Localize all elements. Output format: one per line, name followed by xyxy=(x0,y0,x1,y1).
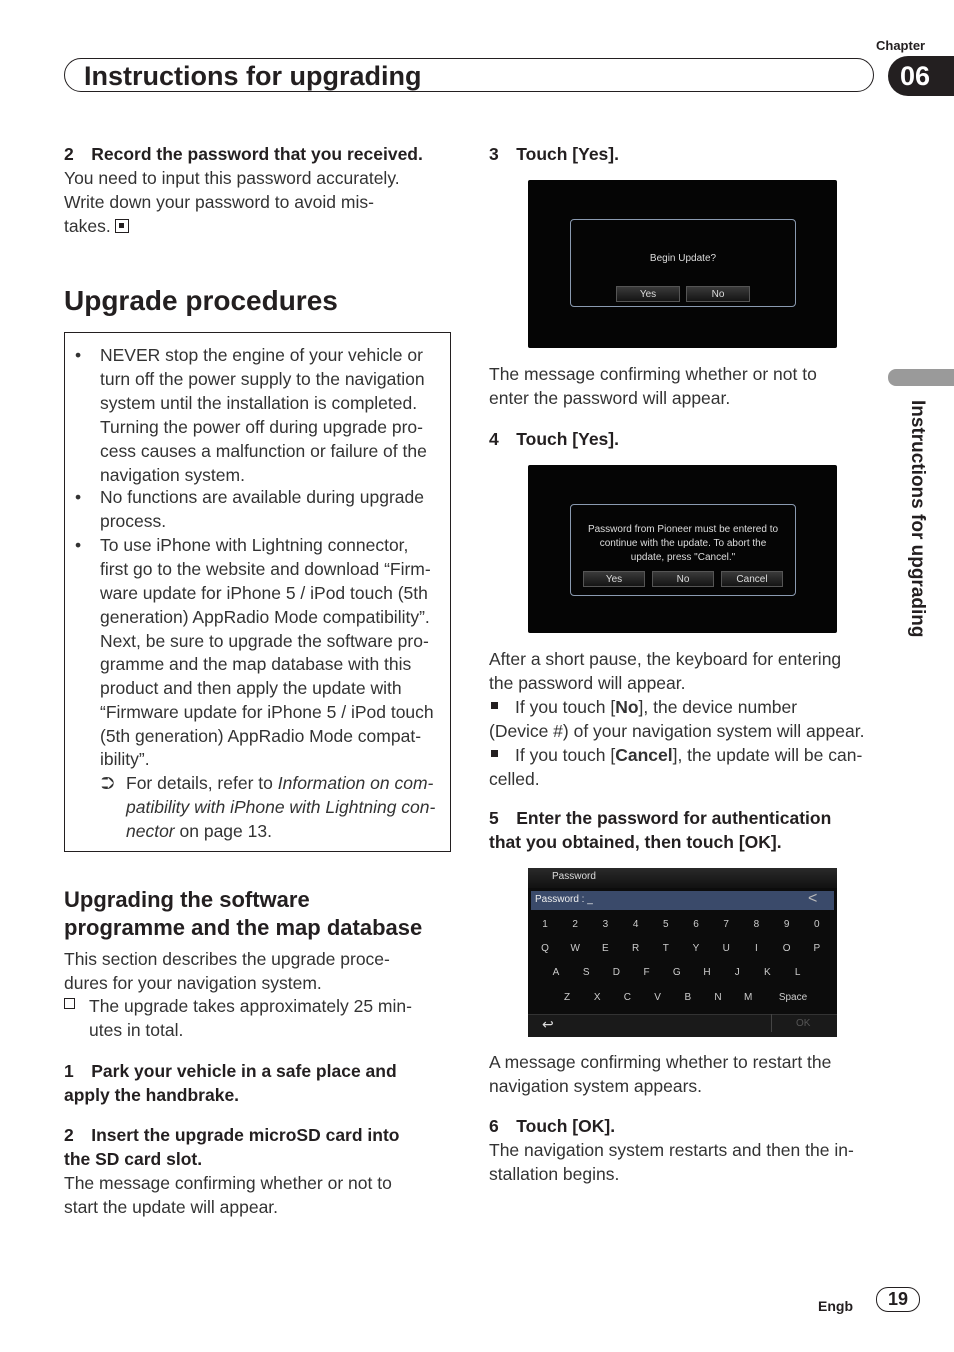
cancel-button[interactable]: Cancel xyxy=(721,571,783,587)
bullet-line: product and then apply the update with xyxy=(100,678,402,698)
page-number: 19 xyxy=(876,1287,920,1312)
reference-prefix: For details, refer to xyxy=(126,773,278,793)
key-p[interactable]: P xyxy=(813,943,821,954)
step-2-body-line xyxy=(64,214,129,238)
key-c[interactable]: C xyxy=(623,992,631,1003)
bullet-line: ware update for iPhone 5 / iPod touch (5th xyxy=(100,583,428,603)
bullet-cancel-line xyxy=(515,743,862,767)
key-5[interactable]: 5 xyxy=(663,919,669,930)
key-d[interactable]: D xyxy=(612,967,620,978)
key-m[interactable]: M xyxy=(744,992,753,1003)
bullet-line: Turning the power off during upgrade pro- xyxy=(100,417,423,437)
bullet-dot-icon: • xyxy=(75,345,82,365)
reference-link-text: Information on com- xyxy=(277,773,434,793)
bullet-no-line xyxy=(515,695,797,719)
dialog-message-line: continue with the update. To abort the xyxy=(599,538,767,549)
keyboard-title: Password xyxy=(552,871,596,882)
bullet-line: No functions are available during upgrade xyxy=(100,487,424,507)
bullet-line: turn off the power supply to the navigation xyxy=(100,369,425,389)
key-1[interactable]: 1 xyxy=(542,919,548,930)
subsection-title-line: Upgrading the software xyxy=(64,887,310,912)
reference-line xyxy=(126,819,272,843)
backspace-icon[interactable]: < xyxy=(808,890,818,907)
language-label: Engb xyxy=(818,1298,853,1314)
step-5-heading: that you obtained, then touch [OK]. xyxy=(489,832,782,852)
begin-update-dialog xyxy=(570,219,796,307)
subsection-body-line: This section describes the upgrade proce- xyxy=(64,949,390,969)
bullet-line: Next, be sure to upgrade the software pro- xyxy=(100,631,429,651)
square-bullet-icon xyxy=(491,702,498,709)
key-y[interactable]: Y xyxy=(692,943,700,954)
step-5-body-line: navigation system appears. xyxy=(489,1076,703,1096)
bullet-cancel-line: celled. xyxy=(489,769,540,789)
bullet-no-line: (Device #) of your navigation system will appear. xyxy=(489,721,865,741)
bullet-dot-icon: • xyxy=(75,487,82,507)
key-f[interactable]: F xyxy=(643,967,650,978)
chapter-label: Chapter xyxy=(876,38,926,53)
reference-link-text: nector xyxy=(126,821,175,841)
key-7[interactable]: 7 xyxy=(723,919,729,930)
step-2b-body-line: The message confirming whether or not to xyxy=(64,1173,392,1193)
key-8[interactable]: 8 xyxy=(753,919,760,930)
page-header-title: Instructions for upgrading xyxy=(84,61,422,91)
ok-button[interactable]: OK xyxy=(796,1018,811,1029)
key-r[interactable]: R xyxy=(631,943,640,954)
step-4-heading: 4 Touch [Yes]. xyxy=(489,429,619,449)
side-tab-label: Instructions for upgrading xyxy=(907,400,928,638)
space-key[interactable]: Space xyxy=(778,992,808,1003)
step-4-body-line: After a short pause, the keyboard for entering xyxy=(489,649,842,669)
bullet-line: “Firmware update for iPhone 5 / iPod touch xyxy=(100,702,434,722)
no-button[interactable]: No xyxy=(652,571,714,587)
key-g[interactable]: G xyxy=(672,967,681,978)
step-1-heading: 1 Park your vehicle in a safe place and xyxy=(64,1061,397,1081)
back-icon[interactable]: ↩ xyxy=(542,1016,554,1032)
password-notice-screenshot xyxy=(528,465,837,633)
section-title: Upgrade procedures xyxy=(64,285,338,316)
key-o[interactable]: O xyxy=(782,943,791,954)
subsection-title-line: programme and the map database xyxy=(64,915,423,940)
key-4[interactable]: 4 xyxy=(632,919,639,930)
bullet-line: system until the installation is completed. xyxy=(100,393,418,413)
chapter-number: 06 xyxy=(888,56,954,96)
checkbox-note-line: The upgrade takes approximately 25 min- xyxy=(89,996,412,1016)
step-5-body-line: A message confirming whether to restart the xyxy=(489,1052,832,1072)
dialog-message-line: update, press "Cancel." xyxy=(630,552,736,563)
yes-button[interactable]: Yes xyxy=(616,286,680,302)
key-w[interactable]: W xyxy=(570,943,580,954)
step-6-heading: 6 Touch [OK]. xyxy=(489,1116,616,1136)
step-2b-heading: 2 Insert the upgrade microSD card into xyxy=(64,1125,400,1145)
subsection-body-line: dures for your navigation system. xyxy=(64,973,322,993)
key-j[interactable]: J xyxy=(734,967,740,978)
key-q[interactable]: Q xyxy=(541,943,549,954)
password-notice-dialog xyxy=(570,504,796,596)
bullet-text: ], the device number xyxy=(638,697,798,717)
password-keyboard-screenshot xyxy=(528,868,837,1036)
key-n[interactable]: N xyxy=(714,992,722,1003)
reference-line xyxy=(126,771,433,795)
bullet-line: navigation system. xyxy=(100,465,245,485)
step-6-body-line: The navigation system restarts and then the in- xyxy=(489,1140,854,1160)
bullet-line: process. xyxy=(100,511,167,531)
key-z[interactable]: Z xyxy=(563,992,571,1003)
bullet-line: To use iPhone with Lightning connector, xyxy=(100,535,409,555)
yes-button[interactable]: Yes xyxy=(583,571,645,587)
key-v[interactable]: V xyxy=(654,992,661,1003)
step-3-body-line: enter the password will appear. xyxy=(489,388,731,408)
bullet-text: ], the update will be can- xyxy=(672,745,863,765)
dialog-message-line: Password from Pioneer must be entered to xyxy=(587,524,779,535)
step-4-body-line: the password will appear. xyxy=(489,673,686,693)
key-2[interactable]: 2 xyxy=(572,919,578,930)
key-3[interactable]: 3 xyxy=(602,919,609,930)
step-2-heading: 2 Record the password that you received. xyxy=(64,144,423,164)
step-2b-body-line: start the update will appear. xyxy=(64,1197,279,1217)
side-tab-marker xyxy=(888,369,954,386)
bullet-line: (5th generation) AppRadio Mode compat- xyxy=(100,726,422,746)
key-6[interactable]: 6 xyxy=(693,919,699,930)
bullet-text: If you touch [ xyxy=(515,697,616,717)
reference-line: patibility with iPhone with Lightning con- xyxy=(126,797,436,817)
reference-arrow-icon: ⮊ xyxy=(101,773,115,793)
end-mark-icon xyxy=(115,219,129,233)
bullet-line: gramme and the map database with this xyxy=(100,654,412,674)
key-s[interactable]: S xyxy=(582,967,590,978)
bullet-line: ibility”. xyxy=(100,749,150,769)
key-0[interactable]: 0 xyxy=(814,919,820,930)
no-button[interactable]: No xyxy=(686,286,750,302)
checkbox-note-line: utes in total. xyxy=(89,1020,184,1040)
key-9[interactable]: 9 xyxy=(783,919,790,930)
step-1-heading: apply the handbrake. xyxy=(64,1085,240,1105)
begin-update-screenshot xyxy=(528,180,837,348)
reference-suffix: on page 13. xyxy=(174,821,272,841)
caution-box xyxy=(64,332,451,852)
bullet-line: NEVER stop the engine of your vehicle or xyxy=(100,345,423,365)
password-input-text: Password : _ xyxy=(535,894,593,905)
keyboard-bottom-bar xyxy=(528,1014,837,1037)
key-b[interactable]: B xyxy=(684,992,692,1003)
bullet-bold-text: No xyxy=(615,697,639,717)
checkbox-note-icon xyxy=(64,998,75,1009)
step-5-heading: 5 Enter the password for authentication xyxy=(489,808,832,828)
bullet-line: cess causes a malfunction or failure of the xyxy=(100,441,427,461)
key-e[interactable]: E xyxy=(602,943,609,954)
bullet-dot-icon: • xyxy=(75,535,82,555)
key-h[interactable]: H xyxy=(703,967,711,978)
key-t[interactable]: T xyxy=(662,943,669,954)
key-k[interactable]: K xyxy=(764,967,771,978)
key-l[interactable]: L xyxy=(794,967,801,978)
bullet-text: If you touch [ xyxy=(515,745,616,765)
square-bullet-icon xyxy=(491,750,498,757)
key-u[interactable]: U xyxy=(722,943,730,954)
step-2-body-line: Write down your password to avoid mis- xyxy=(64,192,374,212)
step-2b-heading: the SD card slot. xyxy=(64,1149,203,1169)
step-2-body-line: You need to input this password accurately. xyxy=(64,168,400,188)
bottom-divider xyxy=(771,1014,772,1032)
bullet-line: generation) AppRadio Mode compatibility”. xyxy=(100,607,430,627)
key-i[interactable]: I xyxy=(755,943,758,954)
key-a[interactable]: A xyxy=(552,967,560,978)
bullet-line: first go to the website and download “Firm- xyxy=(100,559,431,579)
step-6-body-line: stallation begins. xyxy=(489,1164,620,1184)
step-3-body-line: The message confirming whether or not to xyxy=(489,364,817,384)
key-x[interactable]: X xyxy=(593,992,601,1003)
step-3-heading: 3 Touch [Yes]. xyxy=(489,144,619,164)
bullet-bold-text: Cancel xyxy=(615,745,673,765)
dialog-message: Begin Update? xyxy=(649,253,717,264)
step-2-body-text: takes. xyxy=(64,216,111,236)
